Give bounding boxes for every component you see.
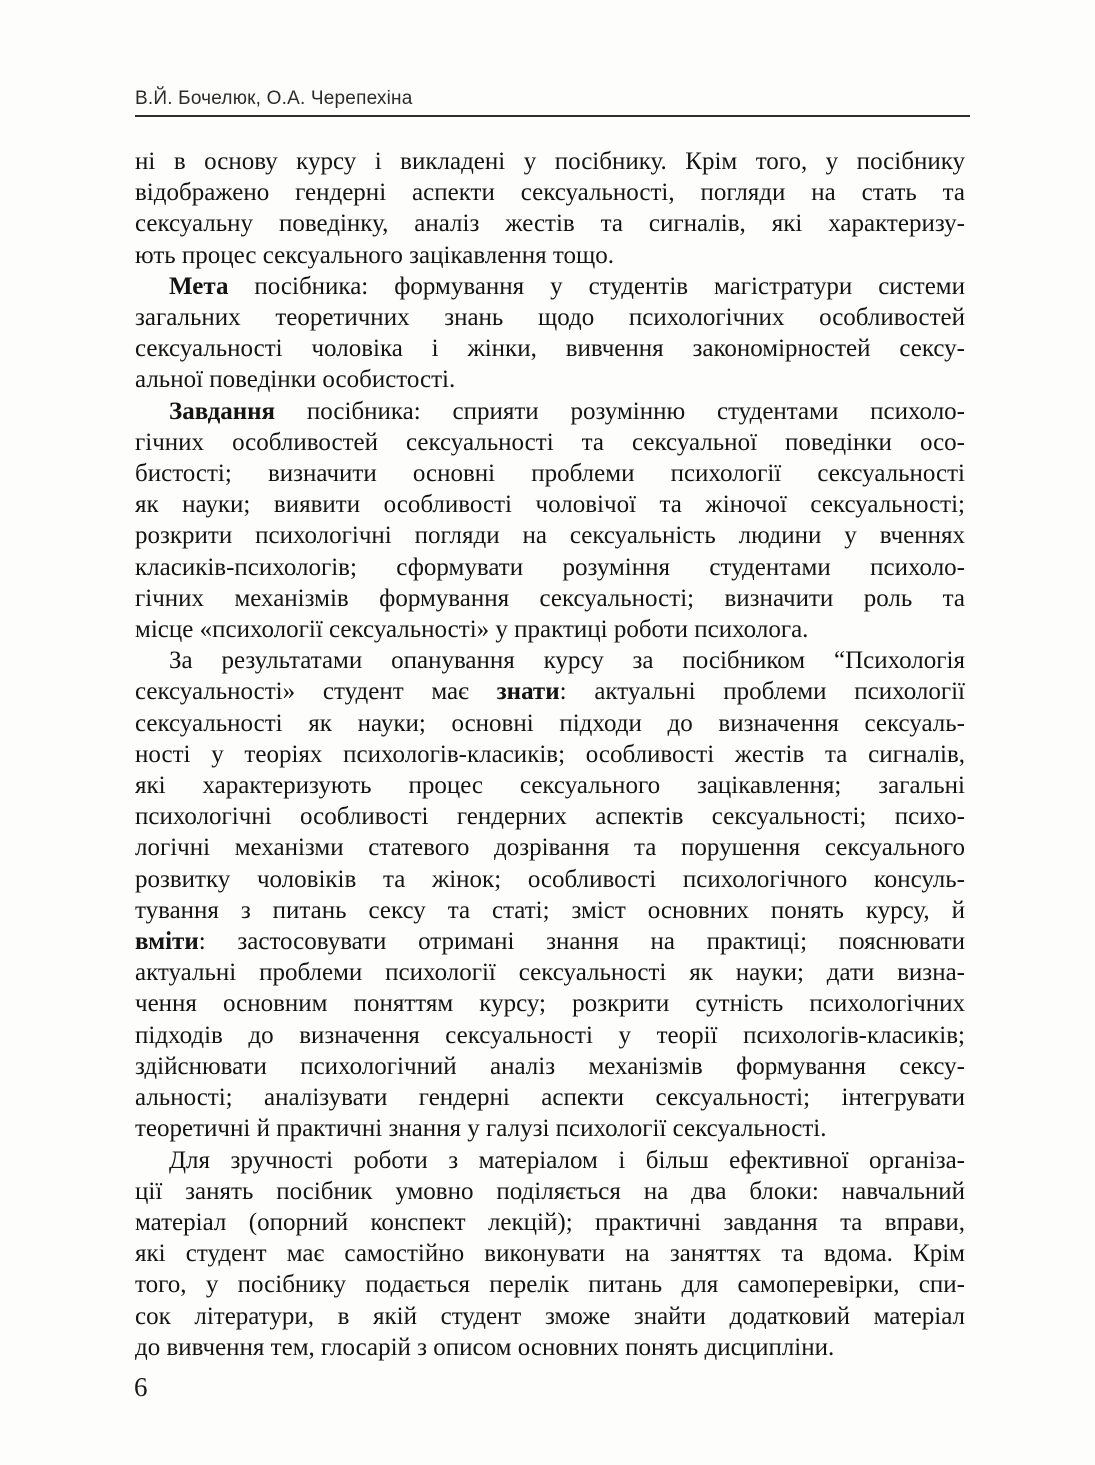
text-line — [135, 1269, 965, 1300]
text-line — [135, 177, 965, 208]
text-segment: того, у посібнику подається перелік питань для самоперевірки, спи- — [135, 1271, 965, 1299]
text-line — [135, 801, 965, 832]
text-segment: ні в основу курсу і викладені у посібнику. Крім того, у посібнику — [135, 148, 965, 175]
paragraph — [135, 1145, 965, 1363]
running-header — [135, 88, 970, 117]
text-line — [135, 1238, 965, 1269]
text-line — [135, 708, 965, 739]
text-line — [135, 988, 965, 1019]
text-line — [135, 364, 965, 395]
text-segment: сексуальності як науки; основні підходи до визначення сексуаль- — [135, 709, 965, 737]
bold-term: знати — [496, 678, 560, 706]
text-line — [135, 895, 965, 926]
text-segment: як науки; виявити особливості чоловічої та жіночої сексуальності; — [135, 491, 965, 519]
paragraph — [135, 271, 965, 396]
text-line — [135, 645, 965, 676]
text-line — [135, 1082, 965, 1113]
page-number: 6 — [134, 1372, 148, 1402]
text-segment: матеріал (опорний конспект лекцій); практичні завдання та вправи, — [135, 1208, 965, 1236]
text-line — [135, 396, 965, 427]
text-segment: теоретичні й практичні знання у галузі психології сексуальності. — [135, 1115, 827, 1143]
text-segment: посібника: формування у студентів магістратури системи — [228, 272, 965, 300]
text-line — [135, 1020, 965, 1051]
text-line — [135, 770, 965, 801]
text-segment: За результатами опанування курсу за посібником “Психологія — [169, 647, 965, 675]
text-segment: підходів до визначення сексуальності у теорії психологів-класиків; — [135, 1021, 965, 1049]
paragraph — [135, 396, 965, 646]
text-line — [135, 832, 965, 863]
text-line — [135, 520, 965, 551]
text-line — [135, 1113, 965, 1144]
text-line — [135, 427, 965, 458]
text-segment: психологічні особливості гендерних аспектів сексуальності; психо- — [135, 803, 965, 831]
text-line — [135, 1332, 965, 1363]
text-segment: гічних особливостей сексуальності та сексуальної поведінки осо- — [135, 428, 965, 456]
text-segment: бистості; визначити основні проблеми психології сексуальності — [135, 460, 965, 488]
text-segment: сок літератури, в якій студент зможе знайти додатковий матеріал — [135, 1302, 965, 1330]
text-segment: розкрити психологічні погляди на сексуальність людини у вченнях — [135, 522, 965, 550]
text-line — [135, 676, 965, 707]
text-line — [135, 271, 965, 302]
text-segment: ності у теоріях психологів-класиків; особливості жестів та сигналів, — [135, 740, 965, 768]
body-text — [135, 146, 965, 1363]
text-line — [135, 240, 965, 271]
text-segment: сексуальності» студент має — [135, 678, 497, 706]
text-line — [135, 583, 965, 614]
text-segment: ють процес сексуального зацікавлення тощо. — [135, 241, 614, 269]
text-line — [135, 739, 965, 770]
text-line — [135, 1301, 965, 1332]
text-segment: Для зручності роботи з матеріалом і більш ефективної організа- — [169, 1146, 965, 1174]
text-line — [135, 552, 965, 583]
text-segment: сексуальну поведінку, аналіз жестів та сигналів, які характеризу- — [135, 210, 965, 238]
header-authors: В.Й. Бочелюк, О.А. Черепехіна — [135, 88, 413, 109]
text-line — [135, 1051, 965, 1082]
text-segment: класиків-психологів; сформувати розуміння студентами психоло- — [135, 553, 965, 581]
paragraph — [135, 146, 965, 271]
text-segment: місце «психології сексуальності» у практиці роботи психолога. — [135, 616, 809, 644]
text-segment: альності; аналізувати гендерні аспекти сексуальності; інтегрувати — [135, 1084, 965, 1112]
text-line — [135, 926, 965, 957]
text-line — [135, 1207, 965, 1238]
text-segment: альної поведінки особистості. — [135, 366, 456, 394]
text-segment: логічні механізми статевого дозрівання та порушення сексуального — [135, 834, 965, 862]
text-segment: загальних теоретичних знань щодо психологічних особливостей — [135, 304, 965, 332]
text-segment: до вивчення тем, глосарій з описом основних понять дисципліни. — [135, 1333, 835, 1361]
text-line — [135, 864, 965, 895]
text-segment: : застосовувати отримані знання на практиці; пояснювати — [198, 928, 965, 956]
text-segment: посібника: сприяти розумінню студентами психоло- — [275, 397, 965, 425]
text-segment: розвитку чоловіків та жінок; особливості психологічного консуль- — [135, 865, 965, 893]
text-segment: : актуальні проблеми психології — [559, 678, 965, 706]
text-line — [135, 302, 965, 333]
text-line — [135, 208, 965, 239]
text-line — [135, 146, 965, 177]
text-segment: відображено гендерні аспекти сексуальності, погляди на стать та — [135, 179, 965, 207]
text-segment: чення основним поняттям курсу; розкрити сутність психологічних — [135, 990, 965, 1018]
text-segment: актуальні проблеми психології сексуальності як науки; дати визна- — [135, 959, 965, 987]
text-segment: які характеризують процес сексуального зацікавлення; загальні — [135, 772, 965, 800]
header-rule — [135, 115, 970, 117]
bold-term: Мета — [169, 272, 229, 300]
bold-term: вміти — [135, 928, 199, 956]
text-line — [135, 1145, 965, 1176]
text-line — [135, 1176, 965, 1207]
text-segment: гічних механізмів формування сексуальності; визначити роль та — [135, 584, 965, 612]
paragraph — [135, 645, 965, 1144]
text-line — [135, 614, 965, 645]
text-line — [135, 458, 965, 489]
text-line — [135, 333, 965, 364]
bold-term: Завдання — [169, 397, 276, 425]
text-line — [135, 957, 965, 988]
text-segment: які студент має самостійно виконувати на заняттях та вдома. Крім — [135, 1240, 965, 1268]
text-segment: тування з питань сексу та статі; зміст основних понять курсу, й — [135, 896, 965, 924]
text-segment: сексуальності чоловіка і жінки, вивчення закономірностей сексу- — [135, 335, 965, 363]
text-segment: ції занять посібник умовно поділяється на два блоки: навчальний — [135, 1177, 965, 1205]
text-line — [135, 489, 965, 520]
text-segment: здійснювати психологічний аналіз механізмів формування сексу- — [135, 1052, 965, 1080]
